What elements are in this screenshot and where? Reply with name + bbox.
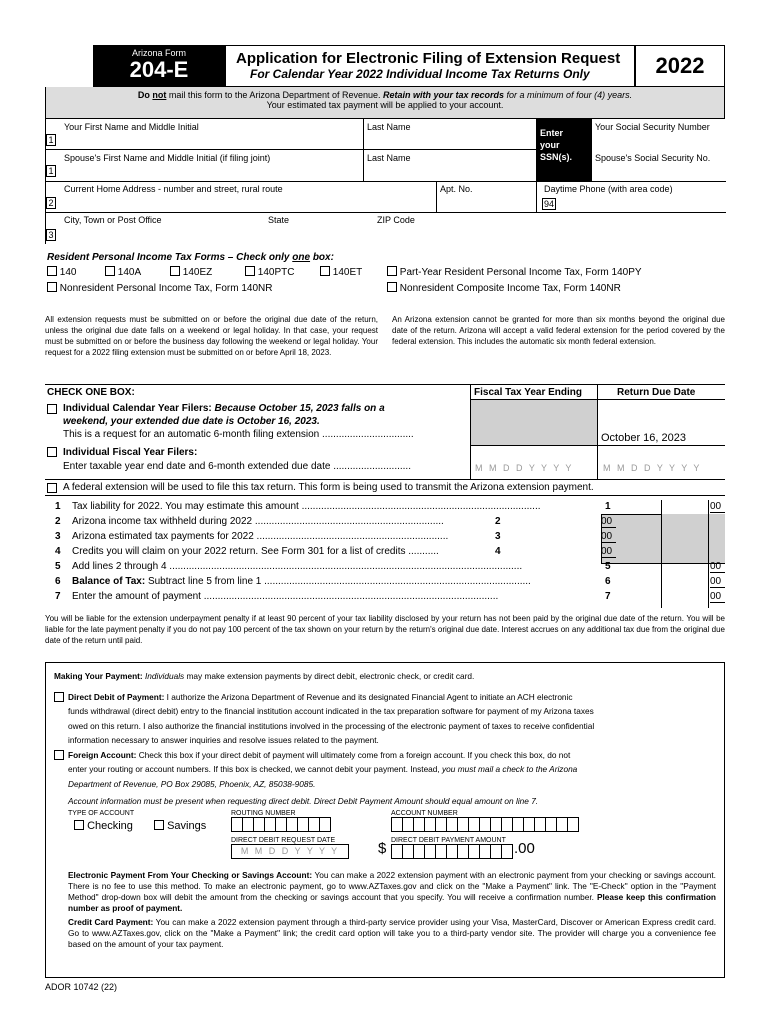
line-2-tag: 2	[46, 197, 56, 209]
line-amount-field[interactable]: 00	[710, 591, 725, 603]
checkbox-140[interactable]	[47, 266, 57, 276]
line-3-tag: 3	[46, 229, 56, 241]
line-amount-field[interactable]: 00	[710, 501, 725, 513]
line-description: Arizona income tax withheld during 2022 ....................................................................	[72, 516, 444, 527]
form-id-block	[93, 45, 225, 87]
digit-box[interactable]	[524, 817, 535, 832]
line-amount-field[interactable]: 00	[601, 516, 616, 528]
line-amount-field[interactable]: 00	[601, 546, 616, 558]
digit-box[interactable]	[298, 817, 309, 832]
notice: Do not mail this form to the Arizona Department of Revenue. Retain with your tax records for a minimum of four (4) years. Your estimated tax payment will be applied to your account.	[45, 87, 725, 119]
digit-box[interactable]	[469, 817, 480, 832]
form-140et-option[interactable]: 140ET	[320, 266, 362, 278]
line-box-number: 6	[605, 576, 611, 587]
last-name-field[interactable]: Last Name	[367, 122, 411, 132]
checkbox-federal-extension[interactable]	[47, 483, 57, 493]
digit-box[interactable]	[232, 817, 243, 832]
digit-box[interactable]	[546, 817, 557, 832]
digit-box[interactable]	[447, 817, 458, 832]
taxpayer-info	[45, 119, 725, 244]
col-return-due-date: Return Due Date	[617, 387, 696, 398]
liability-note: You will be liable for the extension underpayment penalty if at least 90 percent of your tax liability disclosed by your return has not been paid by the original due date of the return. You will be liable for the late payment penalty if you do not pay 100 percent of the tax shown on your return by the return's original due date. Interest accrues on any additional tax due from the original due date of the return until paid.	[45, 614, 725, 645]
line-number: 7	[55, 591, 61, 602]
digit-box[interactable]	[480, 817, 491, 832]
account-digits[interactable]	[391, 817, 579, 832]
apt-field[interactable]: Apt. No.	[440, 184, 473, 194]
checkbox-140et[interactable]	[320, 266, 330, 276]
first-name-field[interactable]: Your First Name and Middle Initial	[64, 122, 199, 132]
spouse-last-name-field[interactable]: Last Name	[367, 153, 411, 163]
digit-box[interactable]	[436, 817, 447, 832]
digit-box[interactable]	[414, 817, 425, 832]
digit-box[interactable]	[436, 844, 447, 859]
tax-line-row	[45, 590, 725, 605]
digit-box[interactable]	[425, 817, 436, 832]
fiscal-shaded-cell	[471, 400, 597, 445]
digit-box[interactable]	[491, 817, 502, 832]
line-description: Tax liability for 2022. You may estimate this amount ......................................................................................	[72, 501, 541, 512]
fiscal-label: Individual Fiscal Year Filers:	[63, 447, 198, 458]
digit-box[interactable]	[502, 844, 513, 859]
fiscal-due-date-input[interactable]: M M D D Y Y Y Y	[603, 463, 702, 473]
phone-field[interactable]: Daytime Phone (with area code)	[544, 184, 673, 194]
digit-box[interactable]	[469, 844, 480, 859]
digit-box[interactable]	[287, 817, 298, 832]
title-block	[225, 45, 635, 87]
digit-box[interactable]	[557, 817, 568, 832]
checkbox-140ez[interactable]	[170, 266, 180, 276]
digit-box[interactable]	[265, 817, 276, 832]
line-box-number: 2	[495, 516, 501, 527]
digit-box[interactable]	[392, 817, 403, 832]
form-140-option[interactable]: 140	[47, 266, 76, 278]
line-number: 4	[55, 546, 61, 557]
checkbox-checking[interactable]	[74, 820, 84, 830]
checkbox-direct-debit[interactable]	[54, 692, 64, 702]
checkbox-140nr[interactable]	[47, 282, 57, 292]
line-box-number: 4	[495, 546, 501, 557]
debit-date-input[interactable]: M M D D Y Y Y Y	[231, 844, 349, 859]
checkbox-140a[interactable]	[105, 266, 115, 276]
line-number: 2	[55, 516, 61, 527]
form-140a-option[interactable]: 140A	[105, 266, 141, 278]
tax-line-row	[45, 560, 725, 575]
type-of-account-label: TYPE OF ACCOUNT	[68, 809, 135, 817]
dollar-sign: $	[378, 839, 387, 857]
checkbox-140py[interactable]	[387, 266, 397, 276]
form-label: Arizona Form	[131, 48, 186, 58]
calendar-label: Individual Calendar Year Filers:	[63, 403, 215, 414]
digit-box[interactable]	[447, 844, 458, 859]
debit-amount-input[interactable]	[391, 844, 513, 864]
routing-number-label: ROUTING NUMBER	[231, 809, 296, 817]
tax-line-row	[45, 575, 725, 590]
line-box-number: 7	[605, 591, 611, 602]
spouse-first-name-field[interactable]: Spouse's First Name and Middle Initial (if filing joint)	[64, 153, 271, 163]
line-description: Arizona estimated tax payments for 2022 .....................................................................	[72, 531, 449, 542]
digit-box[interactable]	[425, 844, 436, 859]
digit-box[interactable]	[414, 844, 425, 859]
digit-box[interactable]	[320, 817, 331, 832]
form-140py-option[interactable]: Part-Year Resident Personal Income Tax, Form 140PY	[387, 266, 642, 278]
checking-option[interactable]: Checking	[74, 819, 133, 834]
checkbox-140nr-composite[interactable]	[387, 282, 397, 292]
line-box-number: 1	[605, 501, 611, 512]
enter-ssn-note: Enter your SSN(s).	[537, 119, 591, 181]
line-number: 6	[55, 576, 61, 587]
digit-box[interactable]	[480, 844, 491, 859]
address-field[interactable]: Current Home Address - number and street, rural route	[64, 184, 283, 194]
form-140ptc-option[interactable]: 140PTC	[245, 266, 294, 278]
digit-box[interactable]	[513, 817, 524, 832]
digit-box[interactable]	[502, 817, 513, 832]
line-description: Credits you will claim on your 2022 return. See Form 301 for a list of credits ...........	[72, 546, 439, 557]
digit-box[interactable]	[491, 844, 502, 859]
checkbox-fiscal-year[interactable]	[47, 447, 57, 457]
tax-year: 2022	[635, 45, 725, 87]
city-field[interactable]: City, Town or Post Office	[64, 215, 162, 225]
payment-heading: Making Your Payment: Individuals may make extension payments by direct debit, electronic check, or credit card.	[54, 671, 475, 681]
resident-forms	[47, 252, 727, 296]
federal-extension-text: A federal extension will be used to file this tax return. This form is being used to transmit the Arizona extension payment.	[63, 482, 594, 493]
tax-lines	[45, 500, 725, 608]
line-amount-field[interactable]: 00	[601, 531, 616, 543]
checkbox-140ptc[interactable]	[245, 266, 255, 276]
account-note: Account information must be present when requesting direct debit. Direct Debit Payment Amount should equal amount on line 7.	[68, 796, 539, 806]
form-subtitle: For Calendar Year 2022 Individual Income Tax Returns Only	[250, 67, 590, 81]
digit-box[interactable]	[458, 817, 469, 832]
direct-debit-label: Direct Debit of Payment:	[68, 691, 165, 702]
foreign-account-label: Foreign Account:	[68, 749, 137, 760]
line-box-number: 5	[605, 561, 611, 572]
debit-amount-label: DIRECT DEBIT PAYMENT AMOUNT	[391, 836, 506, 844]
form-title: Application for Electronic Filing of Extension Request	[236, 50, 621, 67]
footer-form-id: ADOR 10742 (22)	[45, 982, 118, 992]
info-left: All extension requests must be submitted on or before the original due date of the return, unless the original due date falls on a weekend or legal holiday. In that case, your request must be submitted on or before the business day following the weekend or legal holiday. Your request for a 2022 filing extension must be submitted on or before April 18, 2023.	[45, 315, 378, 357]
resident-forms-heading: Resident Personal Income Tax Forms – Check only one box:	[47, 252, 334, 263]
digit-box[interactable]	[392, 844, 403, 859]
line-1-tag: 1	[46, 134, 56, 146]
phone-prefix: 94	[543, 199, 554, 209]
fiscal-year-end-input[interactable]: M M D D Y Y Y Y	[475, 463, 574, 473]
tax-line-row	[45, 530, 725, 545]
form-number: 204-E	[129, 57, 189, 82]
savings-option[interactable]: Savings	[154, 819, 206, 834]
digit-box[interactable]	[254, 817, 265, 832]
col-fiscal-year-ending: Fiscal Tax Year Ending	[474, 387, 583, 398]
zip-field[interactable]: ZIP Code	[377, 215, 415, 225]
line-description: Add lines 2 through 4 ...............................................................................................................................	[72, 561, 523, 572]
info-right: An Arizona extension cannot be granted for more than six months beyond the original due date of the return. Arizona will accept a valid federal extension for the period covered by the federal extension. This includes the automatic six month federal extension.	[392, 315, 725, 346]
line-number: 1	[55, 501, 61, 512]
checkbox-calendar-year[interactable]	[47, 404, 57, 414]
spouse-ssn-field[interactable]: Spouse's Social Security No.	[595, 153, 711, 163]
fiscal-instruction: Enter taxable year end date and 6-month extended due date ............................	[63, 461, 411, 472]
digit-box[interactable]	[458, 844, 469, 859]
line-amount-field[interactable]: 00	[710, 561, 725, 573]
credit-card-paragraph: Credit Card Payment: You can make a 2022 extension payment through a third-party service provider using your Visa, MasterCard, Discover or American Express credit card. Go to www.AZTaxes.gov, click on the "Make a Payment" link; the credit card option will take you to a third-party vendor site. The provider will charge you a convenience fee based on the amount of your tax payment.	[68, 916, 717, 949]
electronic-payment-paragraph: Electronic Payment From Your Checking or Savings Account: You can make a 2022 extension payment with an electronic payment from your checking or savings account. There is no fee to use this method. To make an electronic payment, go to www.AZTaxes.gov and click on the "Make a Payment" link. The "E-Check" option in the "Payment Method" drop-down box will debit the amount from the checking or savings account that you specify. You will receive a confirmation number. Please keep this confirmation number as proof of payment.	[68, 869, 716, 913]
state-field[interactable]: State	[268, 215, 290, 225]
checkbox-foreign-account[interactable]	[54, 750, 64, 760]
calendar-due-date: October 16, 2023	[601, 432, 687, 444]
digit-box[interactable]	[276, 817, 287, 832]
amount-cents: .00	[514, 839, 535, 857]
notice-line2: Your estimated tax payment will be applied to your account.	[266, 100, 504, 110]
form-140nr-option[interactable]: Nonresident Personal Income Tax, Form 140NR	[47, 282, 272, 294]
tax-line-row	[45, 515, 725, 530]
ssn-field[interactable]: Your Social Security Number	[595, 122, 710, 132]
tax-line-row	[45, 500, 725, 515]
digit-box[interactable]	[403, 844, 414, 859]
debit-date-label: DIRECT DEBIT REQUEST DATE	[231, 836, 336, 844]
line-number: 5	[55, 561, 61, 572]
digit-box[interactable]	[403, 817, 414, 832]
check-one-heading: CHECK ONE BOX:	[47, 387, 135, 398]
line-box-number: 3	[495, 531, 501, 542]
form-140nr-composite-option[interactable]: Nonresident Composite Income Tax, Form 140NR	[387, 282, 621, 294]
form-140ez-option[interactable]: 140EZ	[170, 266, 212, 278]
line-1b-tag: 1	[46, 165, 56, 177]
tax-line-row	[45, 545, 725, 560]
digit-box[interactable]	[535, 817, 546, 832]
payment-section: Making Your Payment: Individuals may make extension payments by direct debit, electronic check, or credit card. Direct Debit of Payment: I authorize the Arizona Department of Revenue and its designated Financial Agent to initiate an ACH electronic funds withdrawal (direct debit) entry to the financial institution account indicated in the tax preparation software for payment of my Arizona taxes owed on this return. I also authorize the financial institutions involved in the processing of the electronic payment of taxes to receive confidential information necessary to answer inquiries and resolve issues related to the payment. Foreign Account: Check this box if your direct debit of payment will ultimately come from a foreign account. If you check this box, do not enter your routing or account numbers. If this box is checked, we cannot debit your payment. Instead, you must mail a check to the Arizona Department of Revenue, PO Box 29085, Phoenix, AZ, 85038-9085. Account information must be present when requesting direct debit. Direct Debit Payment Amount should equal amount on line 7. TYPE OF ACCOUNT Checking Savings ROUTING NUMBER ACCOUNT NUMBER DIRECT DEBIT REQUEST DATE M M D D Y Y Y Y DIRECT DEBIT PAYMENT AMOUNT $ .00 Electronic Payment From Your Checking or Savings Account: You can make a 2022 extension payment with an electronic payment from your checking or savings account. There is no fee to use this method. To make an electronic payment, go to www.AZTaxes.gov and click on the "Make a Payment" link. The "E-Check" option in the "Payment Method" drop-down box will debit the amount from the checking or savings account that you specify. You will receive a confirmation number. Please keep this confirmation number as proof of payment. Credit Card Payment: You can make a 2022 extension payment through a third-party service provider using your Visa, MasterCard, Discover or American Express credit card. Go to www.AZTaxes.gov, click on the "Make a Payment" link; the credit card option will take you to a third-party vendor site. The provider will charge you a convenience fee based on the amount of your tax payment.	[45, 662, 725, 978]
checkbox-savings[interactable]	[154, 820, 164, 830]
account-number-label: ACCOUNT NUMBER	[391, 809, 458, 817]
digit-box[interactable]	[309, 817, 320, 832]
digit-box[interactable]	[568, 817, 579, 832]
line-number: 3	[55, 531, 61, 542]
digit-box[interactable]	[243, 817, 254, 832]
line-amount-field[interactable]: 00	[710, 576, 725, 588]
line-description: Enter the amount of payment ..........................................................................................................	[72, 591, 499, 602]
check-one-section: CHECK ONE BOX: Fiscal Tax Year Ending Return Due Date Individual Calendar Year Filers: Because October 15, 2023 falls on a weekend, your extended due date is October 16, 2023. This is a request for an automatic 6-month filing extension ................................. October 16, 2023 Individual Fiscal Year Filers: Enter taxable year end date and 6-month extended due date ............................ M M D D Y Y Y Y M M D D Y Y Y Y A federal extension will be used to file this tax return. This form is being used to transmit the Arizona extension payment.	[45, 384, 725, 496]
calendar-request: This is a request for an automatic 6-month filing extension .................................	[63, 429, 414, 440]
line-description: Balance of Tax: Subtract line 5 from line 1 ................................................................................................	[72, 576, 531, 587]
amount-digits[interactable]	[391, 844, 513, 859]
routing-digits[interactable]	[231, 817, 331, 832]
